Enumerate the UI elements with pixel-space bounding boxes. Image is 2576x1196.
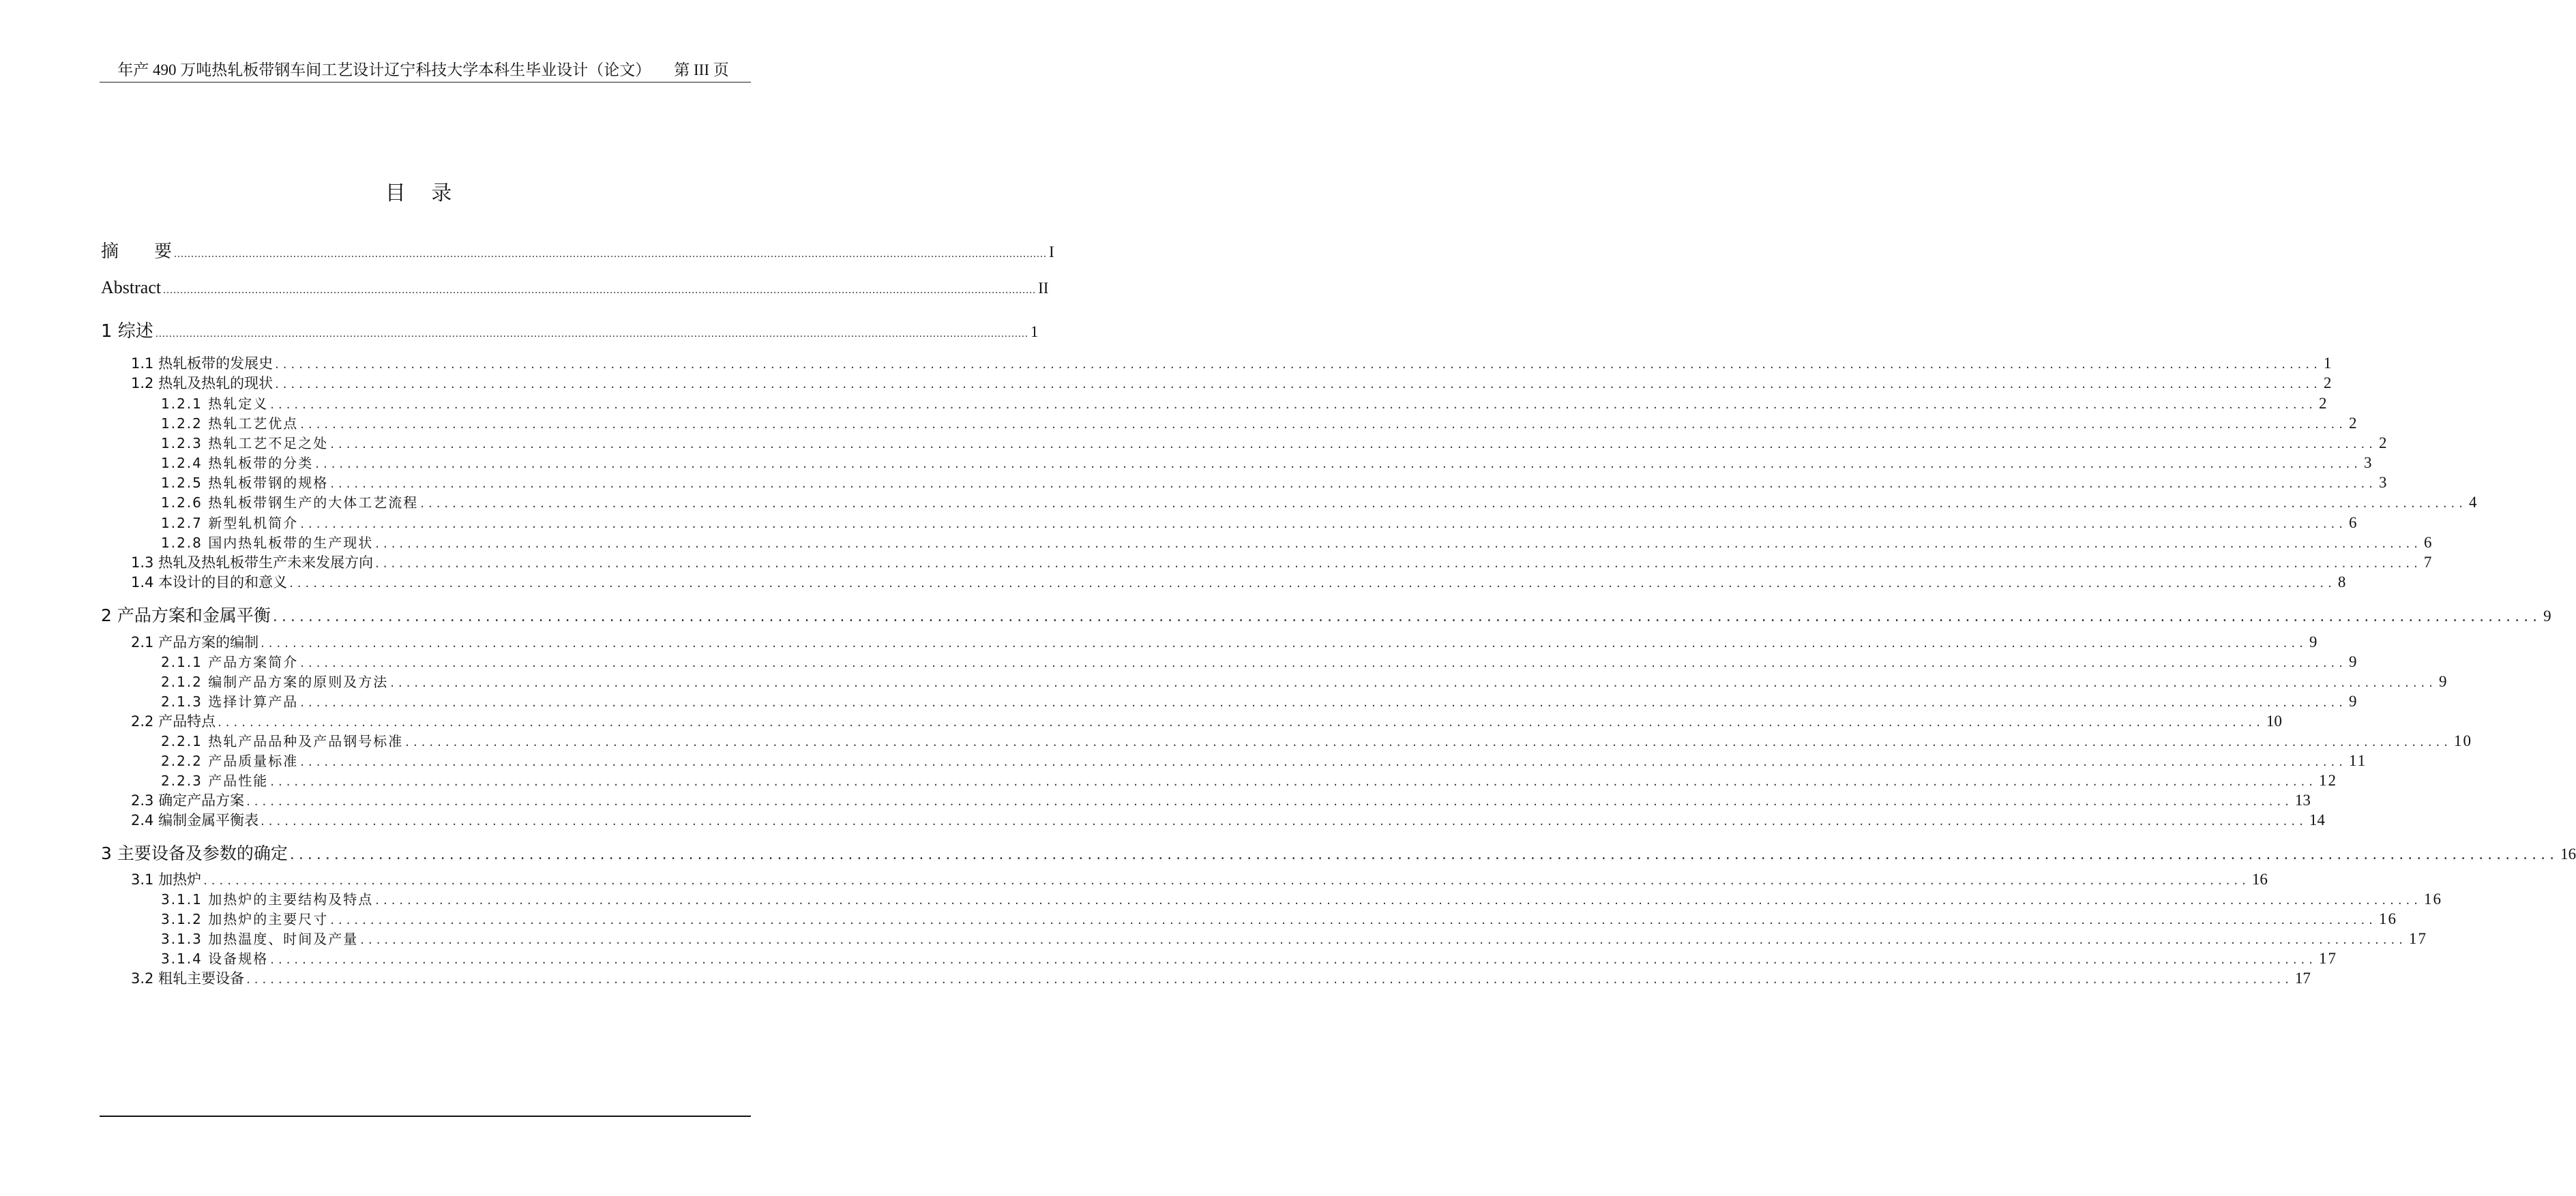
toc-entry-page-number: 2 <box>2323 374 2332 391</box>
toc-entry-page-number: 17 <box>2319 950 2337 967</box>
toc-dot-leader: ................................................................................................................................................................................................................................................................ <box>289 576 2336 590</box>
toc-dot-leader: ................................................................................................................................................................................................................................................................ <box>330 913 2377 927</box>
toc-dot-leader: ................................................................................................................................................................................................................................................................ <box>246 794 2293 809</box>
toc-dot-leader: ................................................................................................................................................................................................................................................................ <box>300 517 2347 531</box>
toc-entry[interactable] <box>101 237 1054 263</box>
toc-entry-label: 3 主要设备及参数的确定 <box>101 843 288 863</box>
toc-dot-leader: ................................................................................................................................................................................................................................................................ <box>203 873 2250 888</box>
toc-entry-label: 1.2.7 新型轧机简介 <box>161 515 299 531</box>
toc-dot-leader: ................................................................................................................................................................................................................................................................ <box>272 608 2542 625</box>
toc-entry-page-number: 2 <box>2379 434 2388 451</box>
toc-entry-label: 2.4 编制金属平衡表 <box>131 812 259 828</box>
toc-entry[interactable] <box>101 278 1049 298</box>
toc-entry-label: 3.1.1 加热炉的主要结构及特点 <box>161 891 374 908</box>
toc-entry-label: 1.2.3 热轧工艺不足之处 <box>161 435 329 451</box>
toc-entry-label: 1.2.1 热轧定义 <box>161 395 269 412</box>
toc-entry[interactable] <box>131 711 2282 731</box>
toc-entry-page-number: II <box>1038 280 1049 297</box>
toc-dot-leader: ................................................................................................................................................................................................................................................................ <box>261 814 2307 828</box>
toc-entry-label: 2.1 产品方案的编制 <box>131 634 259 651</box>
toc-entry-label: 1.2.4 热轧板带的分类 <box>161 455 314 471</box>
toc-entry[interactable] <box>131 353 2332 373</box>
toc-dot-leader: ................................................................................................................................................................................................................................................................ <box>163 284 1037 296</box>
toc-entry[interactable] <box>131 809 2325 830</box>
toc-entry-page-number: 9 <box>2309 633 2318 651</box>
toc-dot-leader: ................................................................................................................................................................................................................................................................ <box>270 398 2317 412</box>
toc-entry-label: 1.2.6 热轧板带钢生产的大体工艺流程 <box>161 494 419 511</box>
toc-entry-page-number: 16 <box>2251 871 2268 888</box>
toc-dot-leader: ................................................................................................................................................................................................................................................................ <box>300 656 2347 670</box>
toc-dot-leader: ................................................................................................................................................................................................................................................................ <box>289 846 2559 863</box>
toc-dot-leader: ................................................................................................................................................................................................................................................................ <box>375 537 2422 551</box>
toc-dot-leader: ................................................................................................................................................................................................................................................................ <box>300 696 2347 710</box>
toc-dot-leader: ................................................................................................................................................................................................................................................................ <box>155 328 1028 340</box>
toc-dot-leader: ................................................................................................................................................................................................................................................................ <box>300 755 2347 769</box>
toc-entry-page-number: 9 <box>2439 673 2448 690</box>
toc-entry-page-number: 12 <box>2319 772 2337 789</box>
toc-entry-page-number: 7 <box>2423 554 2432 571</box>
toc-dot-leader: ................................................................................................................................................................................................................................................................ <box>330 477 2377 491</box>
toc-dot-leader: ................................................................................................................................................................................................................................................................ <box>315 457 2362 471</box>
toc-entry-label: 1 综述 <box>101 321 153 342</box>
toc-entry[interactable] <box>161 651 2358 671</box>
toc-entry-page-number: 17 <box>2409 930 2427 947</box>
toc-entry[interactable] <box>161 691 2358 711</box>
toc-entry-label: 1.2.2 热轧工艺优点 <box>161 415 299 432</box>
toc-entry[interactable] <box>131 790 2311 810</box>
toc-entry-label: 2.2.3 产品性能 <box>161 773 269 789</box>
toc-entry-page-number: 13 <box>2294 792 2311 809</box>
running-header-page-number: 第 III 页 <box>674 61 729 78</box>
toc-entry-page-number: 17 <box>2294 970 2311 987</box>
toc-dot-leader: ................................................................................................................................................................................................................................................................ <box>246 972 2293 987</box>
toc-entry-page-number: 3 <box>2379 474 2388 491</box>
toc-entry-page-number: 1 <box>2323 355 2332 372</box>
toc-dot-leader: ................................................................................................................................................................................................................................................................ <box>218 715 2264 730</box>
running-header <box>100 57 747 80</box>
toc-entry-page-number: 9 <box>2543 608 2551 625</box>
toc-dot-leader: ................................................................................................................................................................................................................................................................ <box>275 377 2322 391</box>
toc-entry[interactable] <box>161 750 2367 770</box>
toc-entry-label: 1.2 热轧及热轧的现状 <box>131 375 273 391</box>
toc-dot-leader: ................................................................................................................................................................................................................................................................ <box>174 248 1048 260</box>
toc-entry[interactable] <box>161 413 2358 432</box>
toc-dot-leader: ................................................................................................................................................................................................................................................................ <box>360 933 2407 947</box>
toc-entry-page-number: 4 <box>2469 494 2478 511</box>
toc-dot-leader: ................................................................................................................................................................................................................................................................ <box>275 357 2322 372</box>
toc-entry-label: 2.1.3 选择计算产品 <box>161 693 299 710</box>
toc-entry-label: Abstract <box>101 278 162 297</box>
toc-entry-label: 1.1 热轧板带的发展史 <box>131 355 273 372</box>
toc-entry-page-number: 8 <box>2337 573 2346 590</box>
toc-entry[interactable] <box>131 372 2332 393</box>
toc-entry-label: 1.2.8 国内热轧板带的生产现状 <box>161 535 374 551</box>
toc-entry[interactable] <box>131 631 2318 652</box>
toc-entry-label: 摘 要 <box>101 241 173 262</box>
toc-entry[interactable] <box>161 948 2337 968</box>
toc-entry-page-number: 10 <box>2266 713 2282 730</box>
toc-entry-label: 2.1.2 编制产品方案的原则及方法 <box>161 674 389 690</box>
toc-entry-label: 3.1.4 设备规格 <box>161 951 269 967</box>
toc-entry-label: 3.1 加热炉 <box>131 871 202 888</box>
toc-entry[interactable] <box>161 452 2373 472</box>
toc-entry[interactable] <box>161 671 2448 691</box>
toc-entry-page-number: 10 <box>2454 732 2472 749</box>
toc-entry-label: 3.1.3 加热温度、时间及产量 <box>161 931 359 947</box>
toc-dot-leader: ................................................................................................................................................................................................................................................................ <box>270 775 2317 789</box>
toc-entry[interactable] <box>161 432 2388 452</box>
toc-entry-label: 2.2.2 产品质量标准 <box>161 753 299 769</box>
toc-entry-label: 1.3 热轧及热轧板带生产未来发展方向 <box>131 554 374 571</box>
toc-entry-label: 1.4 本设计的目的和意义 <box>131 574 288 590</box>
toc-entry[interactable] <box>131 552 2432 572</box>
toc-entry-page-number: 16 <box>2560 846 2576 863</box>
toc-entry[interactable] <box>131 968 2311 988</box>
toc-entry-label: 2.2.1 热轧产品品种及产品钢号标准 <box>161 733 404 749</box>
toc-entry-label: 3.2 粗轧主要设备 <box>131 970 245 987</box>
toc-entry[interactable] <box>161 888 2442 908</box>
toc-dot-leader: ................................................................................................................................................................................................................................................................ <box>330 437 2377 451</box>
toc-entry[interactable] <box>161 730 2472 750</box>
running-header-title: 年产 490 万吨热轧板带钢车间工艺设计辽宁科技大学本科生毕业设计（论文） <box>117 61 651 78</box>
toc-entry-page-number: 6 <box>2424 534 2433 551</box>
toc-entry[interactable] <box>101 317 1039 342</box>
toc-dot-leader: ................................................................................................................................................................................................................................................................ <box>375 893 2422 908</box>
toc-entry-page-number: 11 <box>2349 752 2367 769</box>
toc-entry[interactable] <box>161 512 2358 532</box>
toc-entry[interactable] <box>161 492 2478 511</box>
toc-dot-leader: ................................................................................................................................................................................................................................................................ <box>300 417 2347 432</box>
header-rule <box>100 82 751 83</box>
toc-entry[interactable] <box>161 770 2337 790</box>
toc-title: 目 录 <box>385 181 462 205</box>
toc-entry[interactable] <box>131 869 2268 889</box>
toc-entry[interactable] <box>101 840 2576 865</box>
toc-entry-label: 2.1.1 产品方案简介 <box>161 654 299 670</box>
toc-entry-page-number: I <box>1049 243 1054 260</box>
toc-entry-page-number: 2 <box>2319 395 2328 412</box>
toc-dot-leader: ................................................................................................................................................................................................................................................................ <box>420 496 2467 511</box>
footer-rule <box>100 1116 751 1117</box>
toc-entry[interactable] <box>161 908 2397 928</box>
toc-dot-leader: ................................................................................................................................................................................................................................................................ <box>270 953 2317 967</box>
toc-entry[interactable] <box>131 571 2346 592</box>
toc-entry-page-number: 16 <box>2424 891 2442 908</box>
toc-entry-page-number: 3 <box>2364 454 2373 471</box>
toc-entry-page-number: 9 <box>2349 693 2358 710</box>
toc-entry-label: 2 产品方案和金属平衡 <box>101 606 271 625</box>
toc-entry-page-number: 16 <box>2379 910 2397 927</box>
toc-dot-leader: ................................................................................................................................................................................................................................................................ <box>390 676 2437 690</box>
toc-entry-page-number: 6 <box>2349 514 2358 531</box>
toc-dot-leader: ................................................................................................................................................................................................................................................................ <box>261 636 2307 651</box>
toc-dot-leader: ................................................................................................................................................................................................................................................................ <box>375 556 2422 571</box>
toc-entry-page-number: 2 <box>2349 415 2358 432</box>
toc-entry-page-number: 9 <box>2349 653 2358 670</box>
toc-entry[interactable] <box>161 472 2388 492</box>
toc-entry-page-number: 1 <box>1030 323 1039 340</box>
toc-entry-label: 1.2.5 热轧板带钢的规格 <box>161 475 329 491</box>
toc-entry[interactable] <box>101 602 2551 627</box>
toc-entry[interactable] <box>161 393 2328 413</box>
toc-entry[interactable] <box>161 928 2427 948</box>
toc-entry-page-number: 14 <box>2309 811 2325 828</box>
toc-entry-label: 3.1.2 加热炉的主要尺寸 <box>161 911 329 927</box>
toc-entry[interactable] <box>161 532 2433 552</box>
toc-dot-leader: ................................................................................................................................................................................................................................................................ <box>405 735 2452 749</box>
toc-entry-label: 2.3 确定产品方案 <box>131 792 245 809</box>
toc-entry-label: 2.2 产品特点 <box>131 713 216 730</box>
